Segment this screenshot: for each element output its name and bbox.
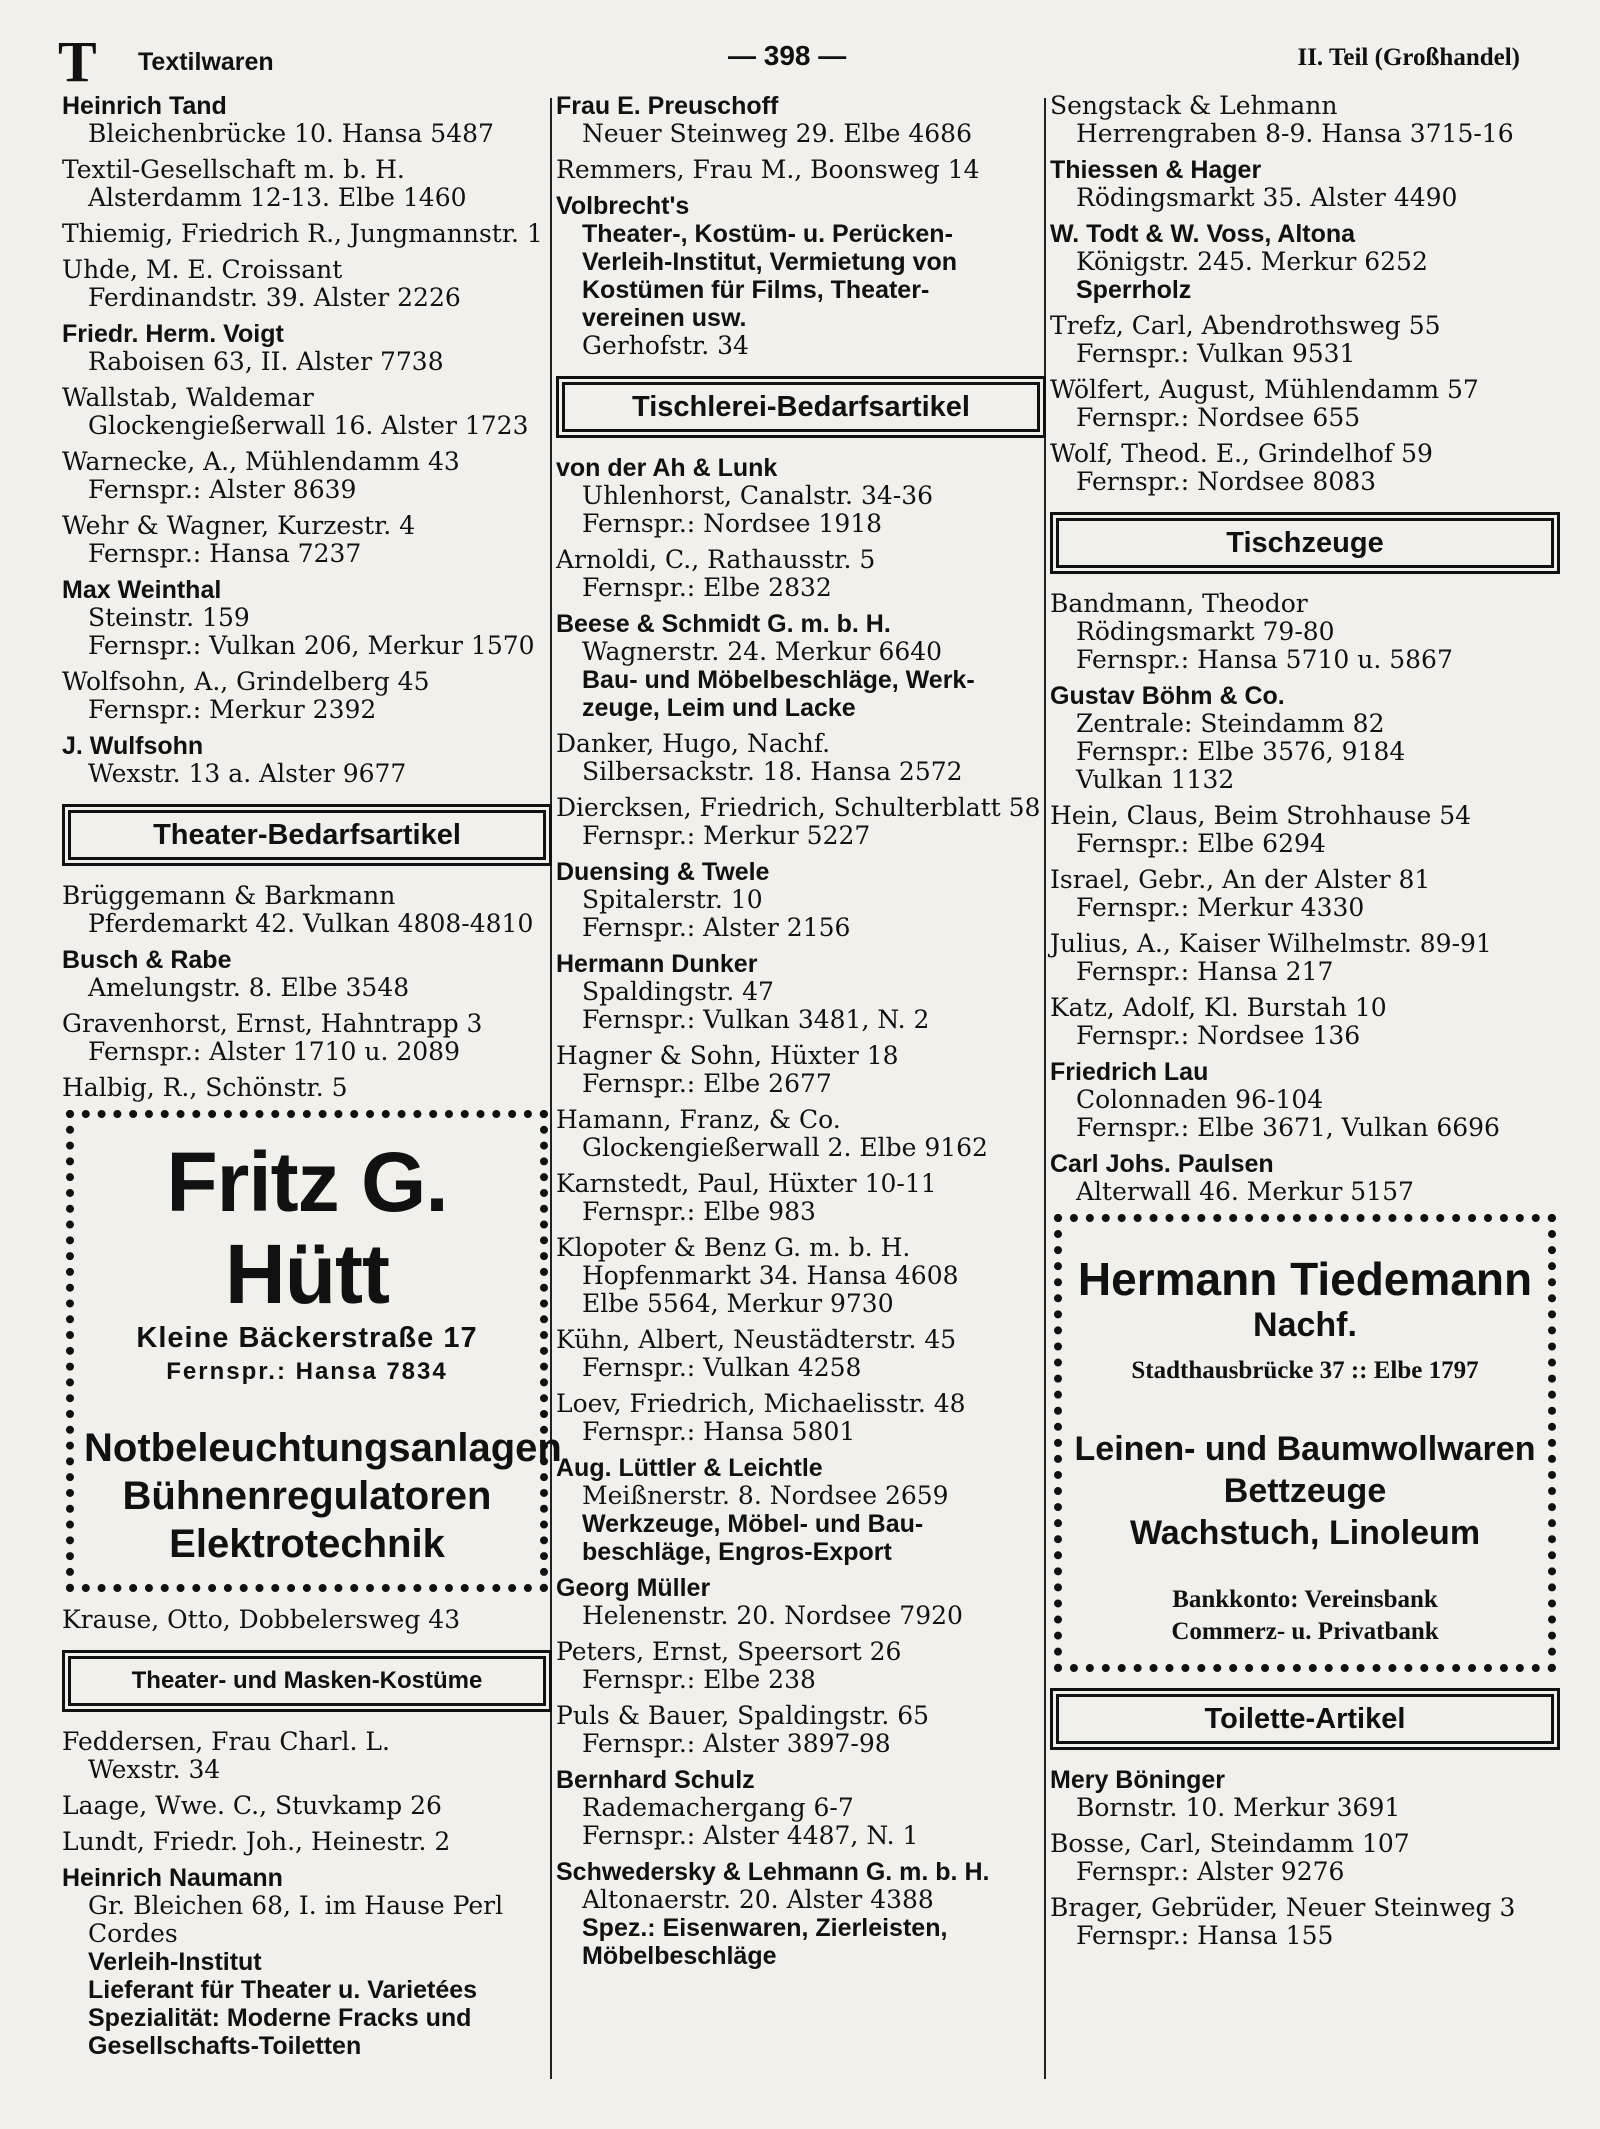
entry-detail: Amelungstr. 8. Elbe 3548 [88, 973, 410, 1002]
entry-detail: Silbersackstr. 18. Hansa 2572 [582, 757, 963, 786]
entry-name: Schwedersky & Lehmann G. m. b. H. [556, 1858, 990, 1886]
entry-detail: Herrengraben 8-9. Hansa 3715-16 [1076, 119, 1514, 148]
entry-detail: Fernspr.: Hansa 5710 u. 5867 [1076, 645, 1453, 674]
directory-entry [62, 256, 552, 312]
entry-detail: Fernspr.: Elbe 6294 [1076, 829, 1326, 858]
entry-detail: Wexstr. 34 [88, 1755, 221, 1784]
entry-detail: Fernspr.: Elbe 2832 [582, 573, 832, 602]
directory-entry [62, 882, 552, 938]
section-heading: Theater-Bedarfsartikel [68, 810, 546, 860]
entry-detail: Spitalerstr. 10 [582, 885, 763, 914]
entry-name: Lundt, Friedr. Joh., Heinestr. 2 [62, 1827, 451, 1856]
entry-name: Israel, Gebr., An der Alster 81 [1050, 865, 1431, 894]
entry-detail: Theater-, Kostüm- u. Perücken- [582, 220, 953, 248]
entry-detail: Fernspr.: Vulkan 9531 [1076, 339, 1356, 368]
directory-entry [556, 1454, 1046, 1566]
entry-name: Carl Johs. Paulsen [1050, 1150, 1274, 1178]
directory-entry [556, 454, 1046, 538]
entry-detail: Möbelbeschläge [582, 1942, 777, 1970]
entry-name: Thiemig, Friedrich R., Jungmannstr. 1 [62, 219, 543, 248]
section-letter: T [58, 29, 97, 94]
ad-product-line: Wachstuch, Linoleum [1129, 1514, 1481, 1552]
entry-name: Klopoter & Benz G. m. b. H. [556, 1233, 911, 1262]
entry-detail: Verleih-Institut [88, 1948, 262, 1976]
entry-detail: Gr. Bleichen 68, I. im Hause Perl [88, 1891, 504, 1920]
page-header [58, 22, 1520, 92]
entry-detail: Fernspr.: Vulkan 3481, N. 2 [582, 1005, 930, 1034]
directory-entry [1050, 92, 1560, 148]
directory-entry [1050, 440, 1560, 496]
column-1 [62, 92, 562, 2089]
ad-company-name: Hermann Tiedemann [1077, 1253, 1533, 1305]
entry-detail: Elbe 5564, Merkur 9730 [582, 1289, 894, 1318]
entry-name: Friedrich Lau [1050, 1058, 1209, 1086]
directory-entry [62, 512, 552, 568]
directory-entry [62, 448, 552, 504]
entry-detail: Fernspr.: Elbe 2677 [582, 1069, 832, 1098]
entry-detail: Fernspr.: Nordsee 1918 [582, 509, 883, 538]
directory-entry [1050, 1058, 1560, 1142]
section-title: Textilwaren [138, 48, 274, 76]
ad-bank-line: Commerz- u. Privatbank [1171, 1618, 1439, 1645]
entry-name: Beese & Schmidt G. m. b. H. [556, 610, 891, 638]
entry-detail: Bau- und Möbelbeschläge, Werk- [582, 666, 975, 694]
entry-name: Bernhard Schulz [556, 1766, 755, 1794]
entry-detail: Fernspr.: Nordsee 136 [1076, 1021, 1361, 1050]
entry-name: Wolfsohn, A., Grindelberg 45 [62, 667, 430, 696]
entry-name: Duensing & Twele [556, 858, 770, 886]
directory-entry [556, 156, 1046, 184]
entry-name: Textil-Gesellschaft m. b. H. [62, 155, 405, 184]
entry-name: Hein, Claus, Beim Strohhause 54 [1050, 801, 1472, 830]
directory-entry [62, 1792, 552, 1820]
entry-detail: Fernspr.: Vulkan 206, Merkur 1570 [88, 631, 535, 660]
directory-entry [62, 732, 552, 788]
directory-entry [1050, 312, 1560, 368]
directory-entry [62, 1074, 552, 1102]
entry-name: Wolf, Theod. E., Grindelhof 59 [1050, 439, 1433, 468]
entry-detail: vereinen usw. [582, 304, 747, 332]
entry-name: Karnstedt, Paul, Hüxter 10-11 [556, 1169, 937, 1198]
entry-detail: Glockengießerwall 2. Elbe 9162 [582, 1133, 988, 1162]
entry-detail: Spaldingstr. 47 [582, 977, 774, 1006]
entry-detail: Rademachergang 6-7 [582, 1793, 854, 1822]
directory-entry [62, 220, 552, 248]
directory-entry [556, 92, 1046, 148]
entry-detail: Fernspr.: Merkur 4330 [1076, 893, 1365, 922]
entry-name: Brüggemann & Barkmann [62, 881, 396, 910]
entry-detail: Hopfenmarkt 34. Hansa 4608 [582, 1261, 959, 1290]
entry-detail: zeuge, Leim und Lacke [582, 694, 856, 722]
directory-entry [1050, 994, 1560, 1050]
directory-entry [556, 1638, 1046, 1694]
entry-name: Remmers, Frau M., Boonsweg 14 [556, 155, 980, 184]
part-title: II. Teil (Großhandel) [1297, 44, 1520, 71]
entry-detail: Wexstr. 13 a. Alster 9677 [88, 759, 407, 788]
entry-detail: Wagnerstr. 24. Merkur 6640 [582, 637, 943, 666]
entry-detail: Fernspr.: Elbe 983 [582, 1197, 816, 1226]
entry-name: Krause, Otto, Dobbelersweg 43 [62, 1605, 461, 1634]
entry-detail: Gerhofstr. 34 [582, 331, 749, 360]
entry-name: Diercksen, Friedrich, Schulterblatt 58 [556, 793, 1041, 822]
entry-name: Hermann Dunker [556, 950, 758, 978]
entry-name: Trefz, Carl, Abendrothsweg 55 [1050, 311, 1441, 340]
entry-name: Busch & Rabe [62, 946, 232, 974]
entry-detail: Spezialität: Moderne Fracks und [88, 2004, 472, 2032]
directory-entry [62, 384, 552, 440]
entry-name: Kühn, Albert, Neustädterstr. 45 [556, 1325, 957, 1354]
entry-name: Hagner & Sohn, Hüxter 18 [556, 1041, 899, 1070]
entry-name: Wehr & Wagner, Kurzestr. 4 [62, 511, 416, 540]
directory-entry [1050, 156, 1560, 212]
page-number: — 398 — [728, 40, 847, 71]
directory-entry [62, 92, 552, 148]
directory-entry [1050, 930, 1560, 986]
entry-detail: Fernspr.: Hansa 7237 [88, 539, 362, 568]
entry-detail: Bleichenbrücke 10. Hansa 5487 [88, 119, 494, 148]
entry-detail: Helenenstr. 20. Nordsee 7920 [582, 1601, 963, 1630]
ad-company-suffix: Nachf. [1253, 1306, 1357, 1344]
entry-detail: Alsterdamm 12-13. Elbe 1460 [88, 183, 467, 212]
ad-product-line: Bettzeuge [1223, 1472, 1387, 1510]
entry-detail: Fernspr.: Alster 2156 [582, 913, 851, 942]
entry-detail: Glockengießerwall 16. Alster 1723 [88, 411, 529, 440]
entry-detail: Fernspr.: Alster 8639 [88, 475, 357, 504]
directory-entry [556, 730, 1046, 786]
directory-entry [62, 668, 552, 724]
entry-detail: Meißnerstr. 8. Nordsee 2659 [582, 1481, 949, 1510]
entry-detail: Raboisen 63, II. Alster 7738 [88, 347, 444, 376]
entry-detail: Vulkan 1132 [1076, 765, 1235, 794]
ad-bank-info [1072, 1584, 1538, 1648]
directory-entry [1050, 376, 1560, 432]
advertisement-box [1054, 1214, 1556, 1672]
entry-detail: Fernspr.: Alster 9276 [1076, 1857, 1345, 1886]
entry-detail: Fernspr.: Elbe 3671, Vulkan 6696 [1076, 1113, 1500, 1142]
entry-detail: Bornstr. 10. Merkur 3691 [1076, 1793, 1401, 1822]
entry-name: Feddersen, Frau Charl. L. [62, 1727, 390, 1756]
entry-detail: Pferdemarkt 42. Vulkan 4808-4810 [88, 909, 534, 938]
entry-name: Wölfert, August, Mühlendamm 57 [1050, 375, 1479, 404]
entry-name: Gustav Böhm & Co. [1050, 682, 1285, 710]
directory-entry [1050, 1830, 1560, 1886]
entry-detail: Sperrholz [1076, 276, 1192, 304]
directory-entry [1050, 802, 1560, 858]
entry-detail: Zentrale: Steindamm 82 [1076, 709, 1385, 738]
entry-detail: Uhlenhorst, Canalstr. 34-36 [582, 481, 934, 510]
entry-detail: Verleih-Institut, Vermietung von [582, 248, 958, 276]
entry-detail: Alterwall 46. Merkur 5157 [1076, 1177, 1414, 1206]
directory-entry [1050, 220, 1560, 304]
directory-entry [1050, 682, 1560, 794]
entry-detail: Ferdinandstr. 39. Alster 2226 [88, 283, 461, 312]
ad-phone: Fernspr.: Hansa 7834 [166, 1358, 448, 1385]
entry-name: Uhde, M. E. Croissant [62, 255, 343, 284]
entry-detail: Altonaerstr. 20. Alster 4388 [582, 1885, 934, 1914]
section-heading: Theater- und Masken-Kostüme [68, 1656, 546, 1706]
entry-detail: Neuer Steinweg 29. Elbe 4686 [582, 119, 972, 148]
entry-detail: Fernspr.: Hansa 155 [1076, 1921, 1334, 1950]
entry-name: Aug. Lüttler & Leichtle [556, 1454, 823, 1482]
entry-detail: Fernspr.: Elbe 3576, 9184 [1076, 737, 1406, 766]
directory-entry [556, 1326, 1046, 1382]
entry-name: Georg Müller [556, 1574, 711, 1602]
entry-name: Bosse, Carl, Steindamm 107 [1050, 1829, 1410, 1858]
directory-entry [556, 1234, 1046, 1318]
entry-detail: Fernspr.: Merkur 5227 [582, 821, 871, 850]
entry-name: J. Wulfsohn [62, 732, 204, 760]
entry-name: Wallstab, Waldemar [62, 383, 314, 412]
entry-name: Loev, Friedrich, Michaelisstr. 48 [556, 1389, 966, 1418]
directory-entry [556, 858, 1046, 942]
section-heading: Tischzeuge [1056, 518, 1554, 568]
directory-entry [556, 1170, 1046, 1226]
entry-name: Puls & Bauer, Spaldingstr. 65 [556, 1701, 930, 1730]
directory-entry [556, 794, 1046, 850]
entry-detail: Fernspr.: Vulkan 4258 [582, 1353, 862, 1382]
column-3 [1050, 92, 1560, 2089]
directory-entry [556, 610, 1046, 722]
entry-name: Arnoldi, C., Rathausstr. 5 [556, 545, 876, 574]
entry-name: Brager, Gebrüder, Neuer Steinweg 3 [1050, 1893, 1516, 1922]
directory-entry [1050, 1150, 1560, 1206]
entry-name: Danker, Hugo, Nachf. [556, 729, 831, 758]
directory-entry [62, 1828, 552, 1856]
directory-entry [62, 1010, 552, 1066]
ad-company-name: Fritz G. Hütt [166, 1135, 448, 1321]
entry-detail: Fernspr.: Alster 1710 u. 2089 [88, 1037, 460, 1066]
directory-entry [556, 1106, 1046, 1162]
entry-detail: Fernspr.: Merkur 2392 [88, 695, 377, 724]
directory-entry [62, 576, 552, 660]
directory-entry [556, 546, 1046, 602]
entry-name: Sengstack & Lehmann [1050, 91, 1338, 120]
advertisement-box [66, 1110, 562, 1592]
entry-name: Thiessen & Hager [1050, 156, 1262, 184]
entry-name: Max Weinthal [62, 576, 222, 604]
entry-name: Peters, Ernst, Speersort 26 [556, 1637, 902, 1666]
entry-name: Laage, Wwe. C., Stuvkamp 26 [62, 1791, 442, 1820]
directory-entry [556, 950, 1046, 1034]
ad-address: Stadthausbrücke 37 :: Elbe 1797 [1131, 1357, 1479, 1384]
ad-product-line: Bühnenregulatoren [122, 1474, 492, 1518]
entry-detail: Steinstr. 159 [88, 603, 250, 632]
directory-entry [62, 1606, 552, 1634]
entry-name: Hamann, Franz, & Co. [556, 1105, 841, 1134]
entry-detail: Königstr. 245. Merkur 6252 [1076, 247, 1428, 276]
ad-address: Kleine Bäckerstraße 17 [136, 1322, 478, 1354]
directory-entry [62, 1864, 552, 2060]
entry-detail: Fernspr.: Nordsee 655 [1076, 403, 1361, 432]
column-2 [556, 92, 1046, 2089]
entry-detail: Colonnaden 96-104 [1076, 1085, 1324, 1114]
directory-entry [62, 1728, 552, 1784]
entry-detail: Fernspr.: Alster 3897-98 [582, 1729, 891, 1758]
ad-bank-line: Bankkonto: Vereinsbank [1172, 1586, 1438, 1613]
directory-entry [62, 946, 552, 1002]
directory-entry [556, 1702, 1046, 1758]
entry-detail: Cordes [88, 1919, 178, 1948]
directory-entry [1050, 1894, 1560, 1950]
entry-name: Heinrich Naumann [62, 1864, 283, 1892]
entry-detail: Fernspr.: Hansa 217 [1076, 957, 1334, 986]
ad-product-line: Notbeleuchtungsanlagen [84, 1426, 562, 1470]
directory-entry [1050, 866, 1560, 922]
entry-name: Warnecke, A., Mühlendamm 43 [62, 447, 460, 476]
entry-detail: Werkzeuge, Möbel- und Bau- [582, 1510, 924, 1538]
entry-detail: Kostümen für Films, Theater- [582, 276, 930, 304]
directory-entry [556, 1858, 1046, 1970]
entry-name: Julius, A., Kaiser Wilhelmstr. 89-91 [1050, 929, 1492, 958]
directory-entry [556, 1390, 1046, 1446]
entry-name: Gravenhorst, Ernst, Hahntrapp 3 [62, 1009, 483, 1038]
entry-name: Frau E. Preuschoff [556, 92, 779, 120]
directory-entry [556, 192, 1046, 360]
directory-entry [62, 156, 552, 212]
section-heading: Tischlerei-Bedarfsartikel [562, 382, 1040, 432]
directory-entry [556, 1574, 1046, 1630]
section-heading: Toilette-Artikel [1056, 1694, 1554, 1744]
entry-detail: Rödingsmarkt 35. Alster 4490 [1076, 183, 1458, 212]
entry-detail: Lieferant für Theater u. Varietées [88, 1976, 478, 2004]
entry-detail: Fernspr.: Elbe 238 [582, 1665, 816, 1694]
entry-name: Bandmann, Theodor [1050, 589, 1308, 618]
directory-entry [1050, 1766, 1560, 1822]
directory-entry [1050, 590, 1560, 674]
directory-entry [556, 1766, 1046, 1850]
ad-product-line: Elektrotechnik [169, 1522, 445, 1566]
entry-name: Katz, Adolf, Kl. Burstah 10 [1050, 993, 1387, 1022]
directory-entry [556, 1042, 1046, 1098]
entry-detail: Gesellschafts-Toiletten [88, 2032, 362, 2060]
entry-name: Volbrecht's [556, 192, 690, 220]
directory-entry [62, 320, 552, 376]
entry-name: von der Ah & Lunk [556, 454, 778, 482]
entry-name: Heinrich Tand [62, 92, 227, 120]
entry-detail: Fernspr.: Alster 4487, N. 1 [582, 1821, 919, 1850]
entry-name: Mery Böninger [1050, 1766, 1226, 1794]
entry-detail: Fernspr.: Nordsee 8083 [1076, 467, 1377, 496]
entry-name: W. Todt & W. Voss, Altona [1050, 220, 1356, 248]
entry-detail: Rödingsmarkt 79-80 [1076, 617, 1335, 646]
entry-name: Halbig, R., Schönstr. 5 [62, 1073, 348, 1102]
entry-detail: beschläge, Engros-Export [582, 1538, 892, 1566]
entry-detail: Spez.: Eisenwaren, Zierleisten, [582, 1914, 948, 1942]
entry-detail: Fernspr.: Hansa 5801 [582, 1417, 856, 1446]
entry-name: Friedr. Herm. Voigt [62, 320, 284, 348]
ad-product-line: Leinen- und Baumwollwaren [1074, 1430, 1536, 1468]
